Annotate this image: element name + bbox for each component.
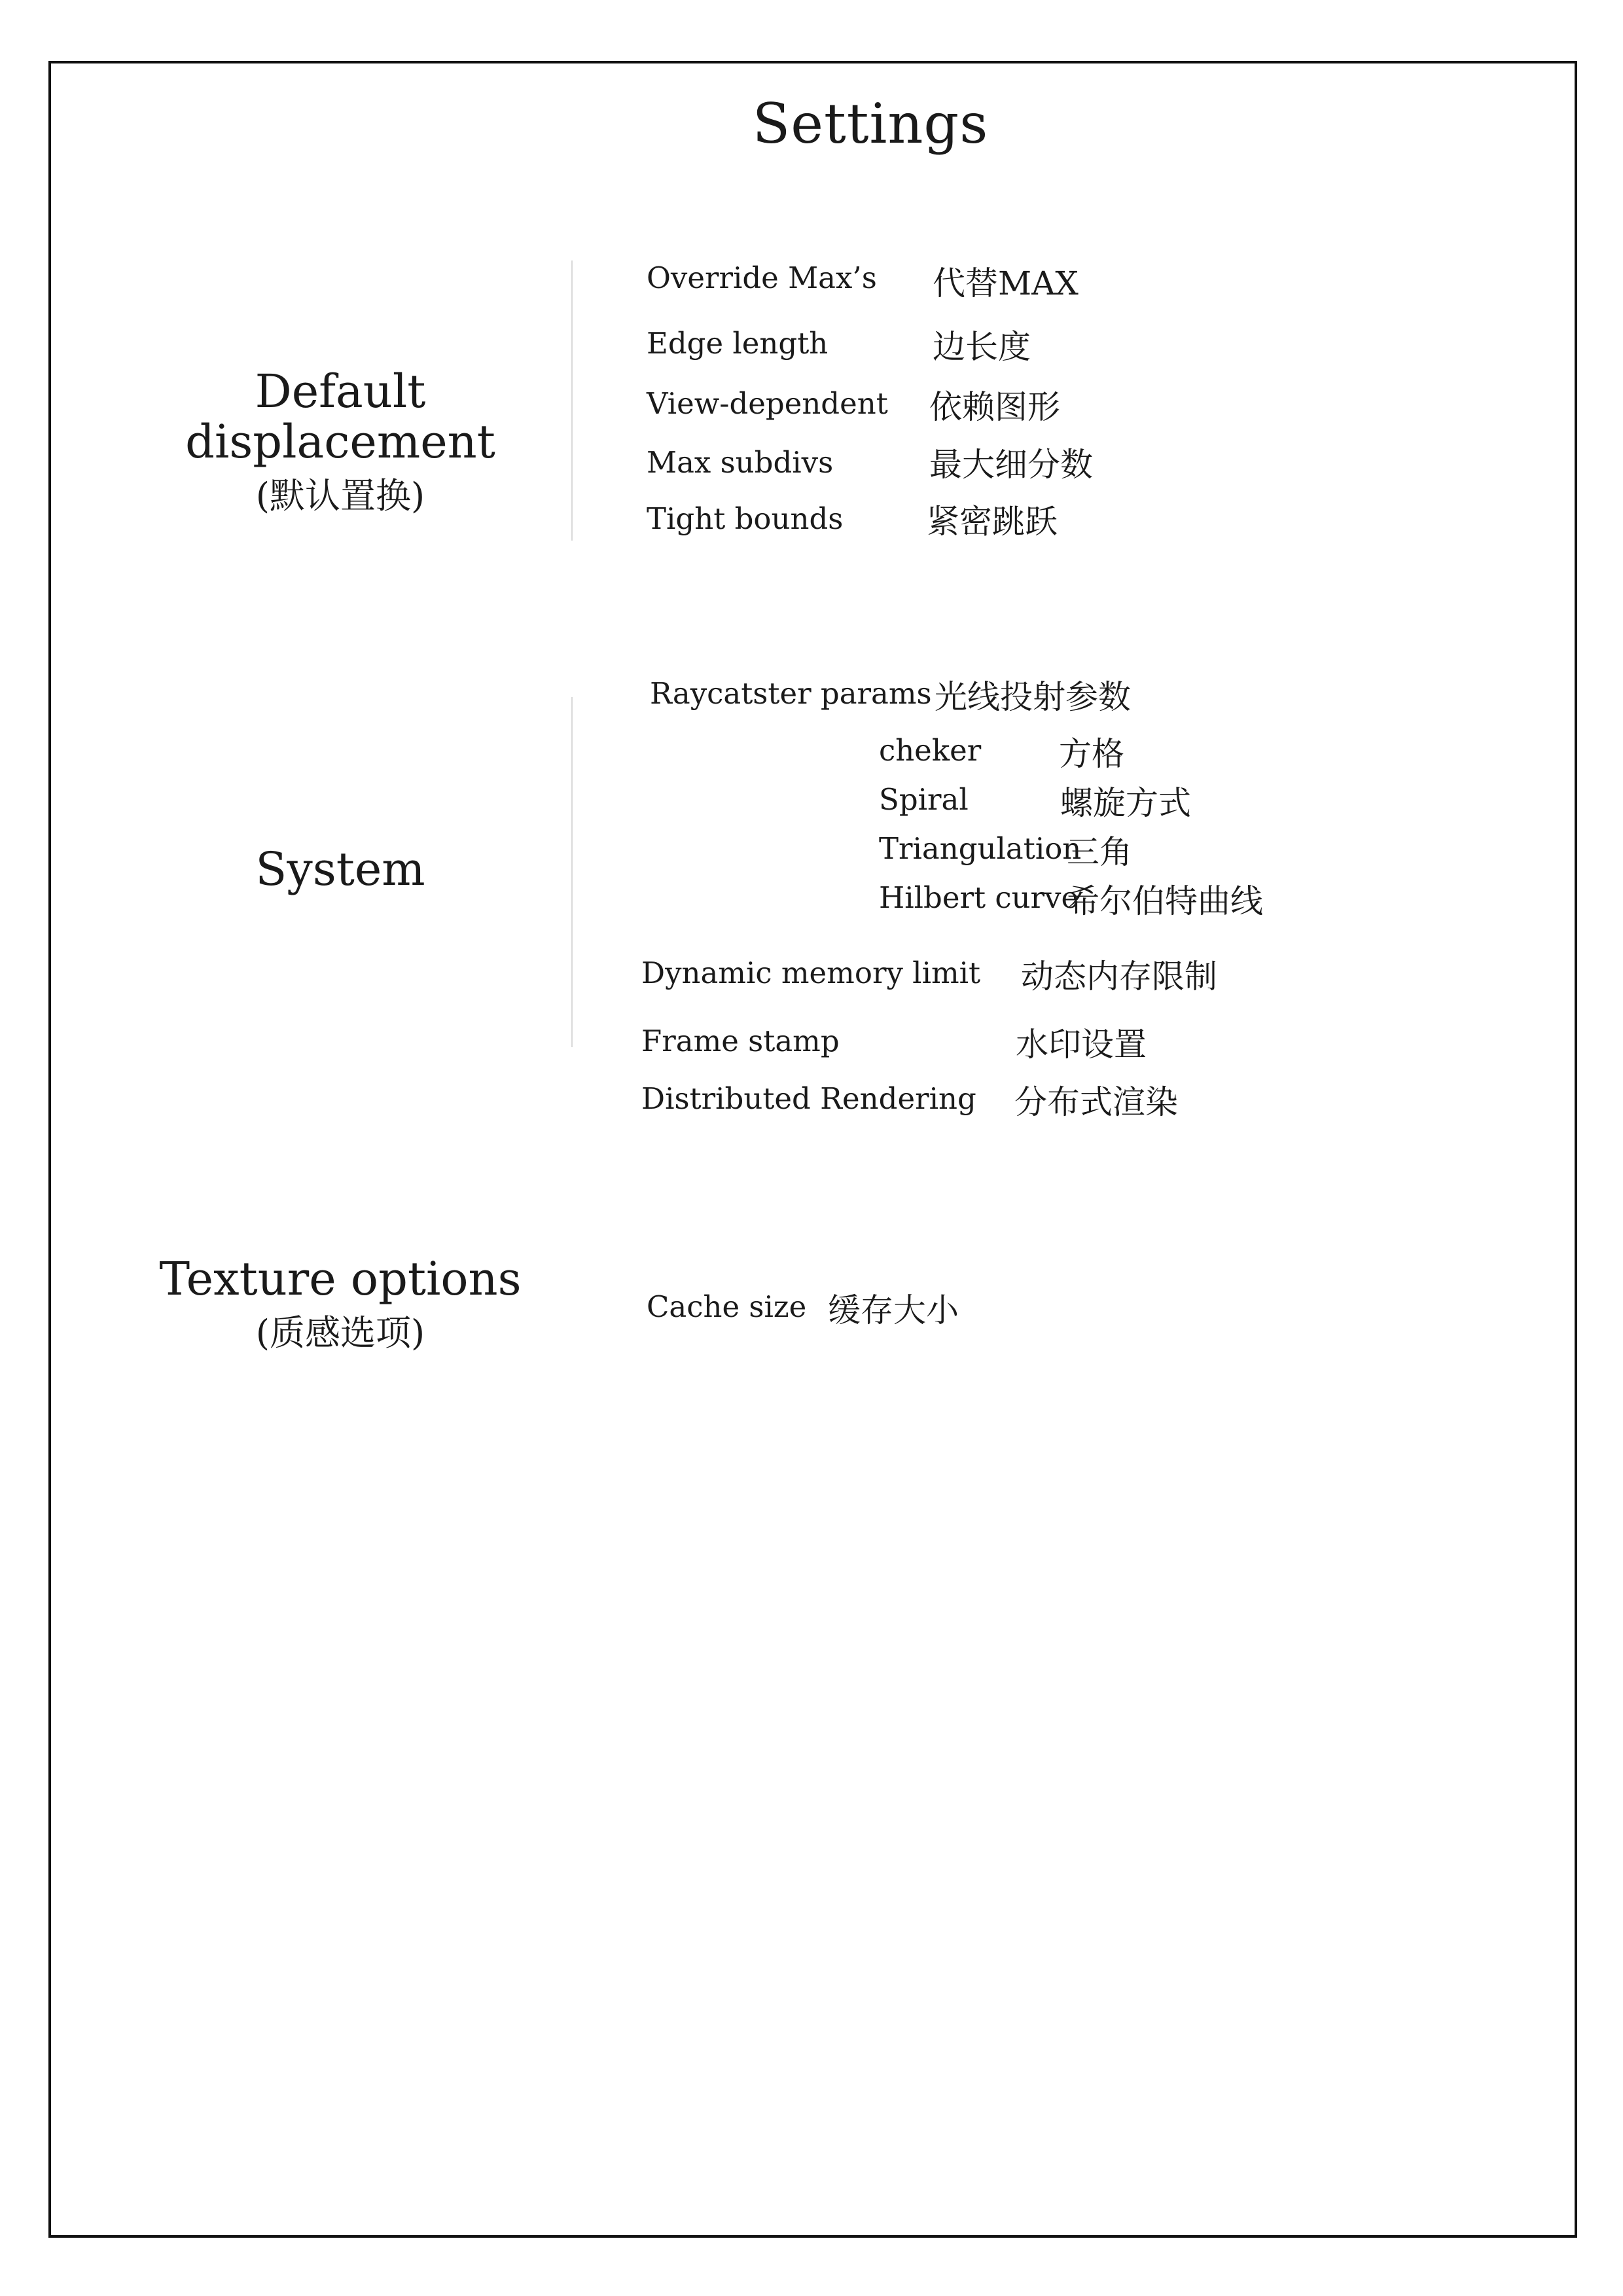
section-sublabel: (质感选项) [255, 1312, 425, 1354]
setting-translation-edge-length: 边长度 [933, 328, 1031, 366]
setting-translation-spiral: 螺旋方式 [1060, 784, 1191, 822]
setting-translation-tight-bounds: 紧密跳跃 [927, 503, 1058, 541]
setting-label-distributed-rendering: Distributed Rendering [641, 1081, 976, 1116]
setting-label-tight-bounds: Tight bounds [647, 501, 844, 536]
section-sublabel: (默认置换) [255, 475, 425, 516]
setting-translation-cache-size: 缓存大小 [828, 1291, 959, 1329]
setting-translation-hilbert-curve: 希尔伯特曲线 [1067, 882, 1263, 920]
setting-label-cheker: cheker [879, 733, 982, 768]
section-texture-options [124, 1254, 556, 1352]
section-divider [571, 697, 573, 1047]
setting-label-triangulation: Triangulation [879, 831, 1082, 866]
setting-label-hilbert-curve: Hilbert curve [879, 880, 1079, 915]
setting-label-cache-size: Cache size [647, 1289, 807, 1324]
setting-label-raycaster-params: Raycatster params [650, 676, 932, 711]
section-label: System [255, 842, 425, 896]
setting-translation-view-dependent: 依赖图形 [929, 388, 1060, 426]
section-default-displacement [124, 367, 556, 515]
section-label: Texture options [159, 1252, 522, 1306]
section-system [124, 844, 556, 895]
setting-label-max-subdivs: Max subdivs [647, 445, 834, 480]
setting-translation-raycaster-params: 光线投射参数 [935, 678, 1131, 716]
setting-translation-max-subdivs: 最大细分数 [929, 446, 1093, 484]
section-divider [571, 260, 573, 541]
setting-label-dynamic-memory-limit: Dynamic memory limit [641, 956, 981, 990]
setting-label-view-dependent: View-dependent [647, 386, 888, 421]
section-label: Default displacement [185, 365, 495, 469]
setting-label-spiral: Spiral [879, 782, 969, 817]
page-title: Settings [752, 92, 989, 156]
setting-label-override-max: Override Max’s [647, 260, 877, 295]
setting-translation-distributed-rendering: 分布式渲染 [1014, 1083, 1178, 1121]
setting-translation-triangulation: 三角 [1067, 833, 1132, 871]
setting-translation-dynamic-memory-limit: 动态内存限制 [1021, 958, 1217, 996]
setting-translation-frame-stamp: 水印设置 [1016, 1026, 1147, 1064]
setting-label-edge-length: Edge length [647, 326, 829, 361]
setting-translation-override-max: 代替MAX [933, 264, 1079, 302]
setting-translation-cheker: 方格 [1059, 735, 1124, 773]
setting-label-frame-stamp: Frame stamp [641, 1024, 840, 1058]
